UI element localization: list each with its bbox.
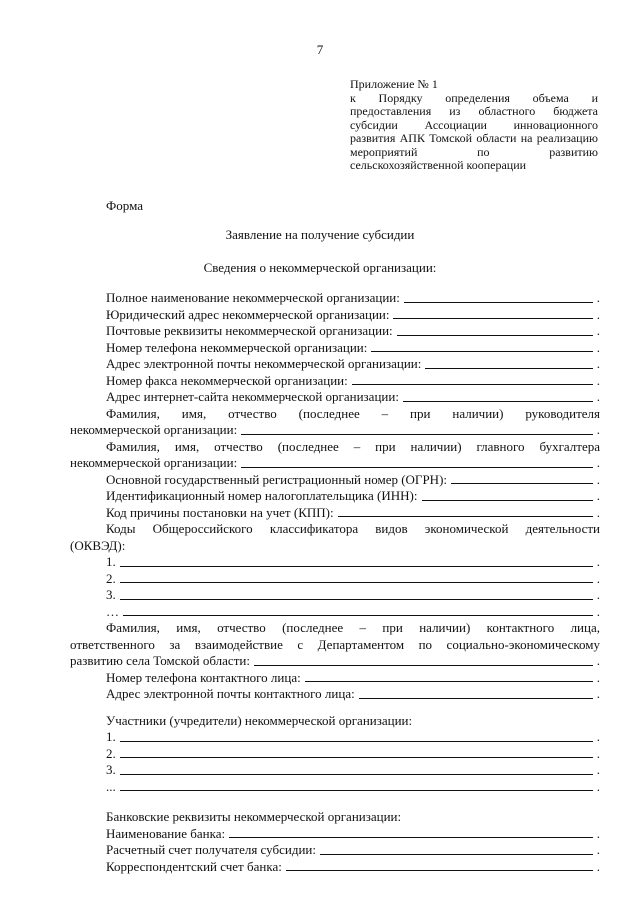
fill-line[interactable] <box>123 615 593 616</box>
section-heading: Участники (учредители) некоммерческой организации: <box>106 712 413 728</box>
field-label: Адрес электронной почты некоммерческой организации: <box>106 356 422 371</box>
fill-line[interactable] <box>286 870 593 871</box>
section-subtitle: Сведения о некоммерческой организации: <box>203 260 437 275</box>
fill-line[interactable] <box>397 335 593 336</box>
okved-label: Коды Общероссийского классификатора видов экономической деятельности <box>106 521 600 536</box>
appendix-block <box>350 78 598 173</box>
fill-line[interactable] <box>120 599 593 600</box>
participants-heading <box>70 713 600 730</box>
field-kpp <box>70 505 600 522</box>
field-label: Идентификационный номер налогоплательщика (ИНН): <box>106 488 418 503</box>
field-full-name <box>70 290 600 307</box>
field-website <box>70 389 600 406</box>
field-accountant <box>70 455 600 472</box>
period: . <box>596 372 600 388</box>
fill-line[interactable] <box>393 318 592 319</box>
okved-label-cont <box>70 538 600 555</box>
period: . <box>596 290 600 305</box>
field-label: Основной государственный регистрационный номер (ОГРН): <box>106 471 448 487</box>
participant-item-1 <box>70 729 600 746</box>
contact-label-2: ответственного за взаимодействие с Департаментом по социально-экономическому <box>70 636 600 652</box>
field-legal-address <box>70 307 600 324</box>
fill-line[interactable] <box>352 384 593 385</box>
fill-line[interactable] <box>422 500 593 501</box>
field-label: Адрес электронной почты контактного лица: <box>106 686 355 701</box>
fill-line[interactable] <box>241 467 593 468</box>
field-accountant-label: Фамилия, имя, отчество (последнее – при наличии) главного бухгалтера <box>106 438 600 454</box>
fill-line[interactable] <box>120 566 593 567</box>
fill-line[interactable] <box>120 774 593 775</box>
page-number: 7 <box>316 42 324 57</box>
period: . <box>596 858 600 874</box>
period: . <box>596 729 600 744</box>
fill-line[interactable] <box>120 790 593 791</box>
list-number: … <box>106 603 119 619</box>
okved-item-3 <box>70 587 600 604</box>
field-label: Номер телефона некоммерческой организации: <box>106 339 368 355</box>
section-heading: Банковские реквизиты некоммерческой организации: <box>106 809 402 824</box>
field-label: Адрес интернет-сайта некоммерческой организации: <box>106 389 399 404</box>
form-label: Форма <box>106 198 143 213</box>
field-label: Полное наименование некоммерческой организации: <box>106 290 400 305</box>
field-postal <box>70 323 600 340</box>
field-phone <box>70 340 600 357</box>
field-account <box>70 842 600 859</box>
form-body <box>70 290 600 875</box>
field-email <box>70 356 600 373</box>
field-bank-name <box>70 826 600 843</box>
field-label: Корреспондентский счет банка: <box>106 858 282 874</box>
fill-line[interactable] <box>254 665 593 666</box>
period: . <box>596 504 600 520</box>
okved-item-1 <box>70 554 600 571</box>
appendix-body: к Порядку определения объема и предоставления из областного бюджета субсидии Ассоциации инновационного развития АПК Томской области на реализацию мероприятий по развитию сельскохозяйственной кооперации <box>350 90 598 172</box>
okved-item-2 <box>70 571 600 588</box>
period: . <box>596 455 600 470</box>
period: . <box>596 745 600 761</box>
period: . <box>596 842 600 857</box>
field-corr-account <box>70 859 600 876</box>
fill-line[interactable] <box>120 741 593 742</box>
fill-line[interactable] <box>338 516 593 517</box>
period: . <box>596 306 600 322</box>
list-number: 2. <box>106 570 116 586</box>
field-label: Юридический адрес некоммерческой организации: <box>106 306 390 322</box>
list-number: ... <box>106 778 116 794</box>
participant-item-2 <box>70 746 600 763</box>
fill-line[interactable] <box>425 368 592 369</box>
field-contact-phone <box>70 670 600 687</box>
field-label: Код причины постановки на учет (КПП): <box>106 504 334 520</box>
period: . <box>596 686 600 701</box>
field-label: Номер факса некоммерческой организации: <box>106 372 348 388</box>
bank-heading <box>70 809 600 826</box>
list-number: 2. <box>106 745 116 761</box>
period: . <box>596 762 600 777</box>
period: . <box>596 554 600 569</box>
field-label: Наименование банка: <box>106 825 226 841</box>
okved-item-more <box>70 604 600 621</box>
period: . <box>596 653 600 668</box>
list-number: 3. <box>106 587 116 602</box>
field-head-label: Фамилия, имя, отчество (последнее – при наличии) руководителя <box>106 405 600 421</box>
participant-item-more <box>70 779 600 796</box>
fill-line[interactable] <box>229 837 593 838</box>
fill-line[interactable] <box>404 302 593 303</box>
fill-line[interactable] <box>451 483 593 484</box>
fill-line[interactable] <box>359 698 593 699</box>
period: . <box>596 603 600 619</box>
field-contact-name <box>70 653 600 670</box>
period: . <box>596 323 600 338</box>
field-fax <box>70 373 600 390</box>
period: . <box>596 471 600 487</box>
field-contact-email <box>70 686 600 703</box>
field-head <box>70 422 600 439</box>
fill-line[interactable] <box>320 854 593 855</box>
period: . <box>596 587 600 602</box>
field-label: Почтовые реквизиты некоммерческой организации: <box>106 323 393 338</box>
period: . <box>596 669 600 685</box>
period: . <box>596 488 600 503</box>
field-label: развитию села Томской области: <box>70 653 250 668</box>
document-title: Заявление на получение субсидии <box>225 227 415 242</box>
fill-line[interactable] <box>403 401 593 402</box>
list-number: 3. <box>106 762 116 777</box>
field-label: некоммерческой организации: <box>70 455 238 470</box>
field-inn <box>70 488 600 505</box>
period: . <box>596 778 600 794</box>
list-number: 1. <box>106 729 116 744</box>
list-number: 1. <box>106 554 116 569</box>
period: . <box>596 422 600 437</box>
fill-line[interactable] <box>305 681 593 682</box>
fill-line[interactable] <box>241 434 593 435</box>
period: . <box>596 825 600 841</box>
field-label: (ОКВЭД): <box>70 537 126 553</box>
field-label: Расчетный счет получателя субсидии: <box>106 842 316 857</box>
fill-line[interactable] <box>371 351 592 352</box>
field-label: Номер телефона контактного лица: <box>106 669 301 685</box>
fill-line[interactable] <box>120 582 593 583</box>
field-ogrn <box>70 472 600 489</box>
period: . <box>596 389 600 404</box>
appendix-title: Приложение № 1 <box>350 77 438 91</box>
contact-label-1: Фамилия, имя, отчество (последнее – при наличии) контактного лица, <box>106 620 600 635</box>
period: . <box>596 570 600 586</box>
field-label: некоммерческой организации: <box>70 422 238 437</box>
period: . <box>596 339 600 355</box>
fill-line[interactable] <box>120 757 593 758</box>
period: . <box>596 356 600 371</box>
participant-item-3 <box>70 762 600 779</box>
